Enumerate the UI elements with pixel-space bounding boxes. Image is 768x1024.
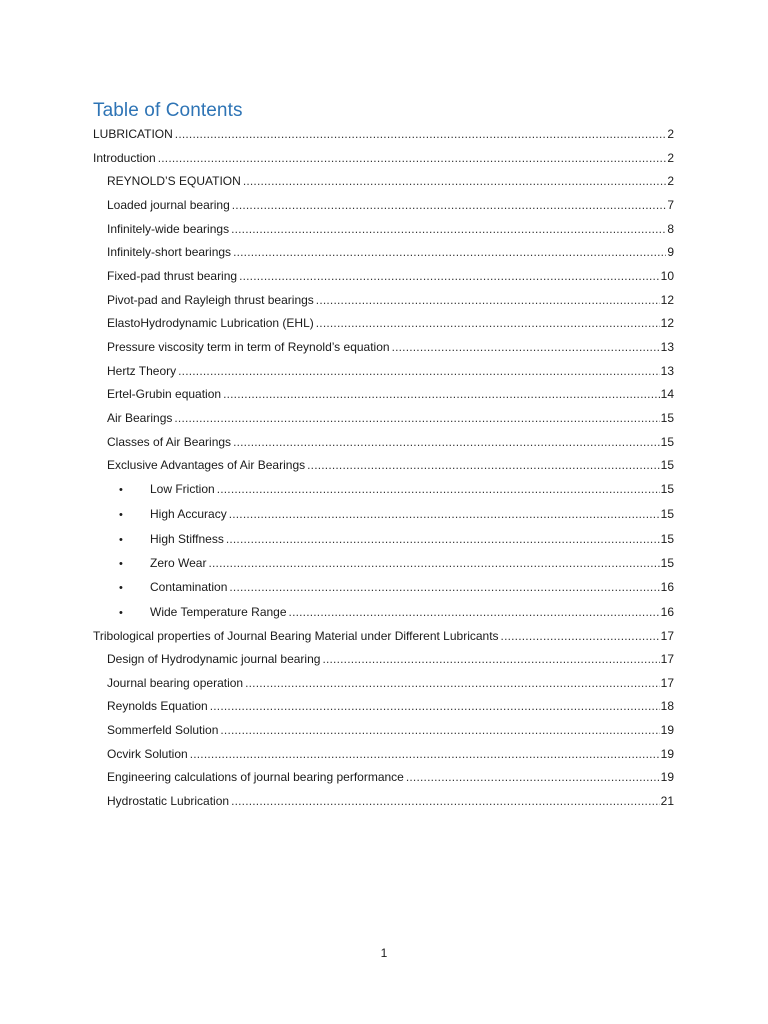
toc-entry-label: Sommerfeld Solution [107, 723, 219, 737]
toc-entry-page: 7 [667, 198, 674, 212]
dot-leader [231, 219, 666, 239]
dot-leader [322, 649, 659, 669]
dot-leader [232, 195, 667, 215]
toc-entry[interactable] [93, 148, 674, 168]
toc-entry-page: 15 [660, 556, 674, 570]
toc-entry-page: 15 [660, 411, 674, 425]
dot-leader [208, 553, 659, 573]
dot-leader [229, 577, 659, 597]
toc-entry[interactable] [107, 290, 674, 310]
toc-entry-label: ElastoHydrodynamic Lubrication (EHL) [107, 316, 314, 330]
toc-entry-page: 19 [660, 723, 674, 737]
toc-entry-page: 15 [660, 507, 674, 521]
toc-entry-page: 14 [660, 387, 674, 401]
toc-entry[interactable] [107, 219, 674, 239]
toc-entry[interactable] [119, 577, 674, 597]
dot-leader [316, 313, 660, 333]
dot-leader [217, 479, 660, 499]
toc-entry-page: 13 [660, 340, 674, 354]
toc-entry-label: Ocvirk Solution [107, 747, 188, 761]
toc-entry-page: 19 [660, 770, 674, 784]
toc-entry-page: 16 [660, 580, 674, 594]
toc-entry[interactable] [107, 384, 674, 404]
dot-leader [158, 148, 667, 168]
dot-leader [175, 124, 667, 144]
toc-entry-label: LUBRICATION [93, 127, 173, 141]
bullet-icon: • [119, 558, 123, 570]
toc-entry-label: Introduction [93, 151, 156, 165]
toc-entry-label: Pivot-pad and Rayleigh thrust bearings [107, 293, 314, 307]
toc-entry-page: 15 [660, 532, 674, 546]
toc-entry-page: 9 [667, 245, 674, 259]
toc-entry[interactable] [107, 171, 674, 191]
dot-leader [307, 455, 660, 475]
dot-leader [233, 432, 660, 452]
toc-entry-page: 2 [667, 151, 674, 165]
toc-entry-label: Contamination [150, 580, 228, 594]
toc-entry-label: Wide Temperature Range [150, 605, 287, 619]
dot-leader [223, 384, 660, 404]
toc-entry-page: 12 [660, 293, 674, 307]
toc-entry-label: Reynolds Equation [107, 699, 208, 713]
toc-entry[interactable] [107, 242, 674, 262]
toc-entry[interactable] [93, 626, 674, 646]
toc-entry-label: Infinitely-short bearings [107, 245, 232, 259]
bullet-icon: • [119, 509, 123, 521]
toc-entry[interactable] [107, 791, 674, 811]
toc-entry-page: 12 [660, 316, 674, 330]
toc-entry-page: 2 [667, 127, 674, 141]
toc-entry[interactable] [107, 408, 674, 428]
toc-entry-label: High Stiffness [150, 532, 224, 546]
toc-title: Table of Contents [93, 100, 243, 121]
toc-entry-page: 19 [660, 747, 674, 761]
toc-entry-label: High Accuracy [150, 507, 227, 521]
toc-entry-page: 10 [660, 269, 674, 283]
toc-entry-label: Air Bearings [107, 411, 173, 425]
toc-entry[interactable] [107, 432, 674, 452]
dot-leader [245, 673, 660, 693]
toc-entry[interactable] [107, 767, 674, 787]
toc-entry-page: 17 [660, 629, 674, 643]
dot-leader [174, 408, 659, 428]
toc-entry[interactable] [93, 124, 674, 144]
toc-entry-label: Loaded journal bearing [107, 198, 230, 212]
toc-entry-label: Design of Hydrodynamic journal bearing [107, 652, 321, 666]
toc-entry[interactable] [107, 649, 674, 669]
bullet-icon: • [119, 484, 123, 496]
toc-entry-page: 2 [667, 174, 674, 188]
toc-entry-label: Journal bearing operation [107, 676, 244, 690]
toc-entry-page: 15 [660, 482, 674, 496]
toc-entry-label: Exclusive Advantages of Air Bearings [107, 458, 306, 472]
toc-entry[interactable] [107, 455, 674, 475]
dot-leader [220, 720, 659, 740]
toc-entry-label: Zero Wear [150, 556, 207, 570]
toc-entry[interactable] [119, 504, 674, 524]
toc-entry-label: Hydrostatic Lubrication [107, 794, 230, 808]
toc-entry[interactable] [107, 313, 674, 333]
toc-entry-label: Tribological properties of Journal Bearing Material under Different Lubricants [93, 629, 499, 643]
toc-entry[interactable] [107, 720, 674, 740]
dot-leader [226, 529, 660, 549]
dot-leader [190, 744, 660, 764]
toc-entry-page: 16 [660, 605, 674, 619]
toc-entry-label: REYNOLD’S EQUATION [107, 174, 241, 188]
bullet-icon: • [119, 582, 123, 594]
toc-entry-label: Engineering calculations of journal bearing performance [107, 770, 404, 784]
dot-leader [233, 242, 666, 262]
toc-entry[interactable] [107, 195, 674, 215]
toc-entry-page: 17 [660, 652, 674, 666]
dot-leader [392, 337, 660, 357]
toc-entry[interactable] [107, 696, 674, 716]
toc-entry-label: Classes of Air Bearings [107, 435, 232, 449]
toc-entry-label: Hertz Theory [107, 364, 177, 378]
toc-entry-label: Pressure viscosity term in term of Reynold’s equation [107, 340, 390, 354]
toc-entry-page: 13 [660, 364, 674, 378]
toc-entry[interactable] [107, 337, 674, 357]
dot-leader [229, 504, 660, 524]
toc-entry-page: 21 [660, 794, 674, 808]
toc-entry-label: Ertel-Grubin equation [107, 387, 222, 401]
toc-entry-page: 8 [667, 222, 674, 236]
dot-leader [178, 361, 660, 381]
bullet-icon: • [119, 534, 123, 546]
dot-leader [239, 266, 660, 286]
dot-leader [406, 767, 660, 787]
page-number: 1 [380, 946, 388, 960]
dot-leader [210, 696, 660, 716]
toc-entry-label: Fixed-pad thrust bearing [107, 269, 238, 283]
toc-entry[interactable] [119, 553, 674, 573]
toc-entry-label: Infinitely-wide bearings [107, 222, 230, 236]
toc-entry-page: 15 [660, 458, 674, 472]
toc-entry[interactable] [119, 529, 674, 549]
toc-entry[interactable] [107, 744, 674, 764]
toc-entry-label: Low Friction [150, 482, 215, 496]
toc-entry-page: 17 [660, 676, 674, 690]
toc-entry[interactable] [107, 673, 674, 693]
toc-entry[interactable] [119, 602, 674, 622]
dot-leader [501, 626, 660, 646]
toc-entry[interactable] [107, 361, 674, 381]
toc-entry[interactable] [119, 479, 674, 499]
bullet-icon: • [119, 607, 123, 619]
toc-entry-page: 15 [660, 435, 674, 449]
toc-entry-page: 18 [660, 699, 674, 713]
dot-leader [231, 791, 660, 811]
dot-leader [289, 602, 660, 622]
dot-leader [243, 171, 667, 191]
dot-leader [316, 290, 660, 310]
toc-entry[interactable] [107, 266, 674, 286]
